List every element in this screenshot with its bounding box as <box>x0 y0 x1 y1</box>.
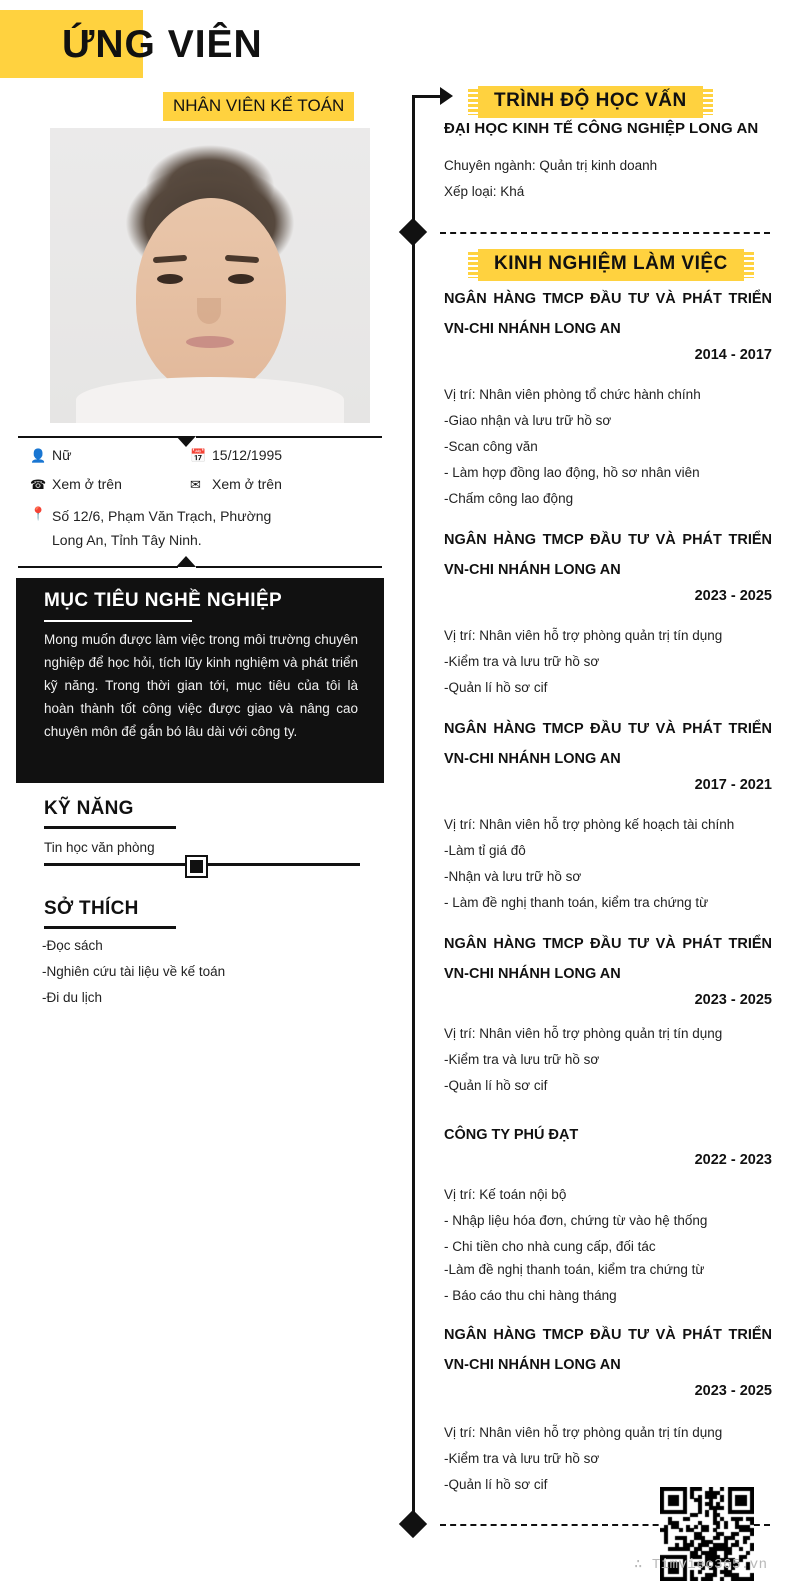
hobby-item-0: -Đọc sách <box>42 938 103 953</box>
experience-company-1-line1: NGÂN HÀNG TMCP ĐẦU TƯ VÀ PHÁT TRIỂN <box>444 532 772 548</box>
education-section-title: TRÌNH ĐỘ HỌC VẤN <box>478 86 703 118</box>
education-grade: Xếp loại: Khá <box>444 184 525 199</box>
contact-row <box>30 446 390 465</box>
contact-email-value: Xem ở trên <box>212 476 282 492</box>
objective-body: Mong muốn được làm việc trong môi trường chuyên nghiệp để học hỏi, tích lũy kinh nghiệm và phát triển kỹ năng. Trong thời gian tới, mục tiêu của tôi là hoàn thành tốt công việc được giao và nâng cao chuyên môn để gắn bó lâu dài với công ty. <box>44 632 358 739</box>
hobby-item-2: -Đi du lịch <box>42 990 103 1005</box>
experience-bullet-1-1: -Quản lí hồ sơ cif <box>444 680 548 695</box>
experience-company-5 <box>444 1320 772 1380</box>
objective-underline <box>44 620 192 622</box>
experience-role-5: Vị trí: Nhân viên hỗ trợ phòng quản trị tín dụng <box>444 1425 723 1440</box>
experience-company-1 <box>444 525 772 585</box>
contact-top-rule-right <box>196 436 382 438</box>
avatar-eye-right <box>228 274 254 284</box>
envelope-icon: ✉ <box>190 477 201 492</box>
contact-gender-value: Nữ <box>52 447 72 463</box>
calendar-icon: 📅 <box>190 448 207 463</box>
experience-bullet-3-1: -Quản lí hồ sơ cif <box>444 1078 548 1093</box>
skill-slider-knob-0[interactable] <box>187 857 206 876</box>
experience-dates-3: 2023 - 2025 <box>694 992 772 1008</box>
experience-dates-1: 2023 - 2025 <box>694 588 772 604</box>
avatar-mouth <box>186 336 234 348</box>
experience-dates-4: 2022 - 2023 <box>694 1152 772 1168</box>
skill-label-0: Tin học văn phòng <box>44 840 155 855</box>
experience-bullet-0-0: -Giao nhận và lưu trữ hồ sơ <box>444 413 612 428</box>
contact-email <box>190 475 390 494</box>
objective-panel <box>16 578 384 783</box>
avatar-eye-left <box>157 274 183 284</box>
timeline-diamond-top <box>399 218 427 246</box>
contact-bottom-rule-right <box>196 566 382 568</box>
avatar <box>50 128 370 423</box>
avatar-face <box>136 198 286 393</box>
experience-bullet-4-3: - Báo cáo thu chi hàng tháng <box>444 1288 617 1303</box>
arrow-right-icon <box>440 87 453 105</box>
skills-title: KỸ NĂNG <box>44 798 134 819</box>
experience-dates-2: 2017 - 2021 <box>694 777 772 793</box>
contact-top-rule-left <box>18 436 178 438</box>
experience-bullet-4-0: - Nhập liệu hóa đơn, chứng từ vào hệ thống <box>444 1213 708 1228</box>
timeline-spine <box>412 95 415 1535</box>
experience-bullet-2-2: - Làm đề nghị thanh toán, kiểm tra chứng từ <box>444 895 709 910</box>
contact-phone <box>30 475 190 494</box>
experience-bullet-1-0: -Kiểm tra và lưu trữ hồ sơ <box>444 654 600 669</box>
experience-bullet-0-3: -Chấm công lao động <box>444 491 574 506</box>
contact-address-value: Số 12/6, Phạm Văn Trạch, Phường Long An, Tỉnh Tây Ninh. <box>52 508 272 548</box>
contact-gender <box>30 446 190 465</box>
contact-address <box>30 504 282 552</box>
experience-dates-0: 2014 - 2017 <box>694 347 772 363</box>
experience-bullet-0-2: - Làm hợp đồng lao động, hồ sơ nhân viên <box>444 465 700 480</box>
experience-bullet-4-1: - Chi tiền cho nhà cung cấp, đối tác <box>444 1239 656 1254</box>
experience-bullet-2-0: -Làm tỉ giá đô <box>444 843 526 858</box>
experience-company-4-line1: CÔNG TY PHÚ ĐẠT <box>444 1127 579 1143</box>
experience-dates-5: 2023 - 2025 <box>694 1383 772 1399</box>
education-major: Chuyên ngành: Quản trị kinh doanh <box>444 158 658 173</box>
experience-role-3: Vị trí: Nhân viên hỗ trợ phòng quản trị tín dụng <box>444 1026 723 1041</box>
avatar-nose <box>197 298 221 324</box>
experience-bullet-4-2: -Làm đề nghị thanh toán, kiểm tra chứng từ <box>444 1262 705 1277</box>
experience-company-5-line1: NGÂN HÀNG TMCP ĐẦU TƯ VÀ PHÁT TRIỂN <box>444 1327 772 1343</box>
contact-phone-value: Xem ở trên <box>52 476 122 492</box>
experience-bullet-5-0: -Kiểm tra và lưu trữ hồ sơ <box>444 1451 600 1466</box>
experience-role-0: Vị trí: Nhân viên phòng tổ chức hành chính <box>444 387 701 402</box>
experience-section-title: KINH NGHIỆM LÀM VIỆC <box>478 249 744 281</box>
experience-company-3-line1: NGÂN HÀNG TMCP ĐẦU TƯ VÀ PHÁT TRIỂN <box>444 936 772 952</box>
phone-icon: ☎ <box>30 477 47 492</box>
footer-brand: ∴ Timviec365.vn <box>634 1557 768 1573</box>
experience-bullet-0-1: -Scan công văn <box>444 439 538 454</box>
timeline-arrow-stub <box>412 95 442 98</box>
contact-bottom-rule-left <box>18 566 178 568</box>
experience-company-3 <box>444 929 772 989</box>
timeline-dashed-divider-top <box>440 232 770 234</box>
experience-company-5-line2: VN-CHI NHÁNH LONG AN <box>444 1357 621 1373</box>
experience-company-4 <box>444 1120 772 1150</box>
hobbies-title: SỞ THÍCH <box>44 898 139 919</box>
timeline-diamond-bottom <box>399 1510 427 1538</box>
contact-block <box>30 446 390 562</box>
experience-company-2 <box>444 714 772 774</box>
education-school: ĐẠI HỌC KINH TẾ CÔNG NGHIỆP LONG AN <box>444 120 759 137</box>
experience-company-1-line2: VN-CHI NHÁNH LONG AN <box>444 562 621 578</box>
hobby-item-1: -Nghiên cứu tài liệu về kế toán <box>42 964 226 979</box>
location-pin-icon: 📍 <box>30 506 47 521</box>
avatar-shirt <box>76 377 344 423</box>
objective-title: MỤC TIÊU NGHỀ NGHIỆP <box>44 590 283 611</box>
experience-role-4: Vị trí: Kế toán nội bộ <box>444 1187 567 1202</box>
experience-company-2-line2: VN-CHI NHÁNH LONG AN <box>444 751 621 767</box>
person-icon: 👤 <box>30 448 47 463</box>
contact-row <box>30 504 390 552</box>
contact-row <box>30 475 390 494</box>
hobbies-underline <box>44 926 176 929</box>
contact-birthday <box>190 446 390 465</box>
experience-role-1: Vị trí: Nhân viên hỗ trợ phòng quản trị tín dụng <box>444 628 723 643</box>
experience-role-2: Vị trí: Nhân viên hỗ trợ phòng kế hoạch tài chính <box>444 817 735 832</box>
experience-company-0-line1: NGÂN HÀNG TMCP ĐẦU TƯ VÀ PHÁT TRIỂN <box>444 291 772 307</box>
page-title: ỨNG VIÊN <box>62 23 263 66</box>
experience-company-0-line2: VN-CHI NHÁNH LONG AN <box>444 321 621 337</box>
contact-birthday-value: 15/12/1995 <box>212 447 283 463</box>
job-title-badge: NHÂN VIÊN KẾ TOÁN <box>163 92 354 121</box>
experience-bullet-5-1: -Quản lí hồ sơ cif <box>444 1477 548 1492</box>
skills-underline <box>44 826 176 829</box>
experience-bullet-2-1: -Nhận và lưu trữ hồ sơ <box>444 869 582 884</box>
experience-company-2-line1: NGÂN HÀNG TMCP ĐẦU TƯ VÀ PHÁT TRIỂN <box>444 721 772 737</box>
experience-company-0 <box>444 284 772 344</box>
experience-company-3-line2: VN-CHI NHÁNH LONG AN <box>444 966 621 982</box>
left-column <box>0 0 400 1596</box>
experience-bullet-3-0: -Kiểm tra và lưu trữ hồ sơ <box>444 1052 600 1067</box>
